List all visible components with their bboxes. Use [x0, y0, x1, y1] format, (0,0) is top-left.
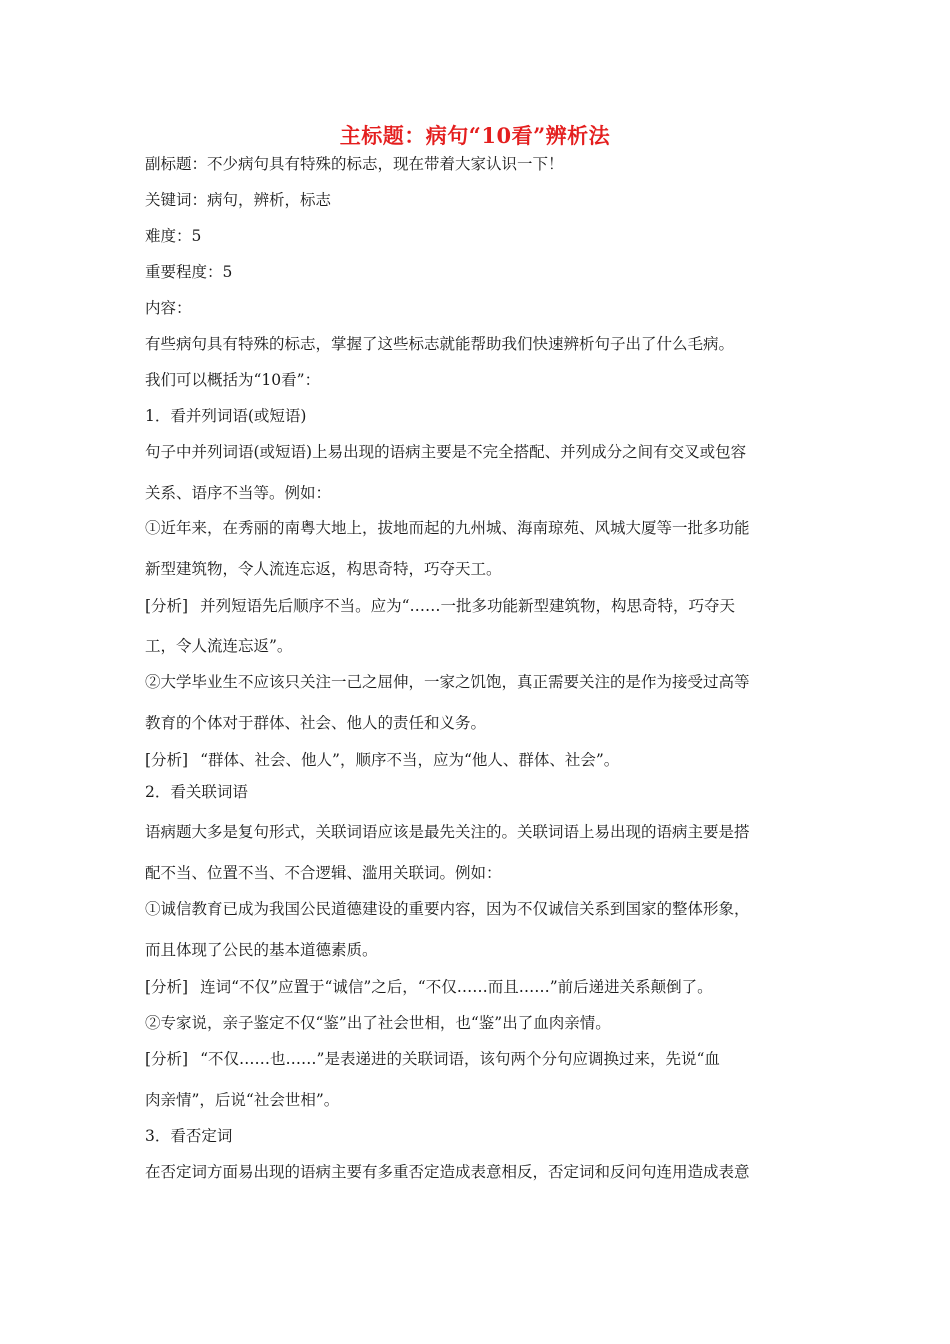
- analysis-tag: [分析]: [145, 1050, 189, 1068]
- analysis-tag: [分析]: [145, 597, 189, 615]
- section-2-desc-line-2: 配不当、位置不当、不合逻辑、滥用关联词。例如：: [145, 864, 502, 882]
- section-3-desc-line-1: 在否定词方面易出现的语病主要有多重否定造成表意相反，否定词和反问句连用造成表意: [145, 1163, 750, 1181]
- section-2-analysis-2-line-2: 肉亲情”，后说“社会世相”。: [145, 1091, 340, 1109]
- section-2-heading: 2．看关联词语: [145, 783, 248, 801]
- analysis-text: 并列短语先后顺序不当。应为“……一批多功能新型建筑物，构思奇特，巧夺天: [200, 597, 736, 615]
- section-1-example-1-line-2: 新型建筑物，令人流连忘返，构思奇特，巧夺天工。: [145, 560, 502, 578]
- section-1-desc-line-1: 句子中并列词语(或短语)上易出现的语病主要是不完全搭配、并列成分之间有交叉或包容: [145, 443, 747, 461]
- section-1-example-1-line-1: ①近年来，在秀丽的南粤大地上，拔地而起的九州城、海南琼苑、风城大厦等一批多功能: [145, 519, 750, 537]
- section-1-desc-line-2: 关系、语序不当等。例如：: [145, 484, 332, 502]
- section-1-analysis-2: [145, 748, 619, 770]
- analysis-text: 连词“不仅”应置于“诚信”之后，“不仅……而且……”前后递进关系颠倒了。: [200, 978, 713, 996]
- section-3-heading: 3．看否定词: [145, 1127, 233, 1145]
- intro-paragraph-1: 有些病句具有特殊的标志，掌握了这些标志就能帮助我们快速辨析句子出了什么毛病。: [145, 335, 735, 353]
- subtitle: 副标题：不少病句具有特殊的标志，现在带着大家认识一下！: [145, 155, 564, 173]
- section-2-analysis-1: [145, 975, 713, 997]
- analysis-tag: [分析]: [145, 751, 189, 769]
- section-1-analysis-1-line-2: 工，令人流连忘返”。: [145, 637, 293, 655]
- content-label: 内容：: [145, 299, 192, 317]
- section-2-desc-line-1: 语病题大多是复句形式，关联词语应该是最先关注的。关联词语上易出现的语病主要是搭: [145, 823, 750, 841]
- section-2-example-1-line-2: 而且体现了公民的基本道德素质。: [145, 941, 378, 959]
- section-1-analysis-1-line-1: [145, 594, 735, 616]
- section-1-example-2-line-2: 教育的个体对于群体、社会、他人的责任和义务。: [145, 714, 487, 732]
- keywords: 关键词：病句，辨析，标志: [145, 191, 332, 209]
- importance: 重要程度：5: [145, 263, 233, 281]
- section-2-example-1-line-1: ①诚信教育已成为我国公民道德建设的重要内容，因为不仅诚信关系到国家的整体形象，: [145, 900, 750, 918]
- section-2-analysis-2-line-1: [145, 1047, 720, 1069]
- analysis-text: “不仅……也……”是表递进的关联词语，该句两个分句应调换过来，先说“血: [200, 1050, 720, 1068]
- intro-paragraph-2: 我们可以概括为“10看”：: [145, 371, 321, 389]
- section-2-example-2: ②专家说，亲子鉴定不仅“鉴”出了社会世相，也“鉴”出了血肉亲情。: [145, 1014, 611, 1032]
- analysis-tag: [分析]: [145, 978, 189, 996]
- section-1-heading: 1．看并列词语(或短语): [145, 407, 307, 425]
- analysis-text: “群体、社会、他人”，顺序不当，应为“他人、群体、社会”。: [200, 751, 620, 769]
- difficulty: 难度：5: [145, 227, 202, 245]
- main-title: 主标题：病句“10看”辨析法: [339, 123, 611, 148]
- section-1-example-2-line-1: ②大学毕业生不应该只关注一己之屈伸，一家之饥饱，真正需要关注的是作为接受过高等: [145, 673, 750, 691]
